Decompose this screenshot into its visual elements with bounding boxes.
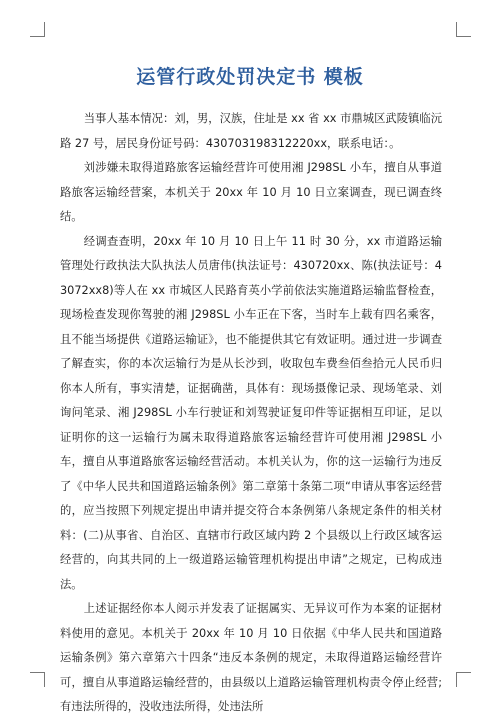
crop-mark-bottom-right — [456, 672, 471, 687]
document-title: 运管行政处罚决定书 模板 — [136, 66, 364, 88]
investigation-findings-paragraph: 经调查查明，20xx 年 10 月 10 日上午 11 时 30 分，xx 市道路运输管理处行政执法大队执法人员唐伟(执法证号：430720xx、陈(执法证号：43072xx8)等人在 xx 市城区人民路育英小学前依法实施道路运输监督检查，现场检查发现你驾驶的湘 J298SL 小车正在下客，当时车上载有四名乘客，且不能当场提供《道路运输证》，也不能提供其它有效证明。通过进一步调查了解查实，你的本次运输行为是从长沙到，收取包车费叁佰叁拾元人民币归你本人所有，事实清楚，证据确凿，具体有：现场摄像记录、现场笔录、刘询问笔录、湘 J298SL 小车行驶证和刘驾驶证复印件等证据相互印证，足以证明你的这一运输行为属未取得道路旅客运输经营许可使用湘 J298SL 小车，擅自从事道路旅客运输经营活动。本机关认为，你的这一运输行为违反了《中华人民共和国道路运输条例》第二章第十条第二项“申请从事客运经营的，应当按照下列规定提出申请并提交符合本条例第八条规定条件的相关材料：(二)从事省、自治区、直辖市行政区域内跨 2 个县级以上行政区域客运经营的，向其共同的上一级道路运输管理机构提出申请”之规定，已构成违法。 — [60, 234, 442, 591]
crop-mark-top-left — [30, 22, 45, 37]
case-summary-paragraph: 刘涉嫌未取得道路旅客运输经营许可使用湘 J298SL 小车，擅自从事道路旅客运输经营案，本机关于 20xx 年 10 月 10 日立案调查，现已调查终结。 — [60, 161, 442, 223]
document-body — [60, 107, 442, 720]
party-info-paragraph: 当事人基本情况：刘，男，汉族，住址是 xx 省 xx 市鼎城区武陵镇临沅路 27 号，居民身份证号码：430703198312220xx，联系电话：。 — [60, 112, 442, 150]
crop-mark-top-right — [456, 22, 471, 37]
legal-basis-paragraph: 上述证据经你本人阅示并发表了证据属实、无异议可作为本案的证据材料使用的意见。本机关于 20xx 年 10 月 10 日依据《中华人民共和国道路运输条例》第六章第六十四条“违反本条例的规定，未取得道路运输经营许可，擅自从事道路运输经营的，由县级以上道路运输管理机构责令停止经营;有违法所得的，没收违法所得，处违法所 — [60, 602, 442, 713]
crop-mark-bottom-left — [30, 672, 45, 687]
